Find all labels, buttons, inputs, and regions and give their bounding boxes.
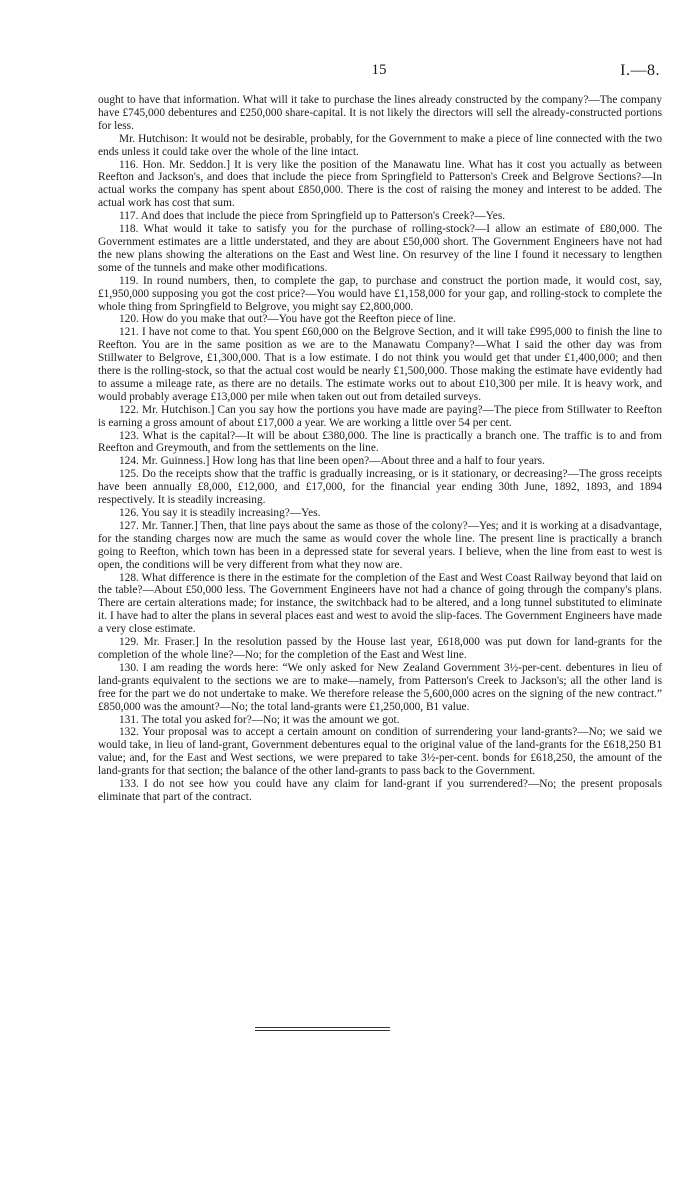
page-header — [98, 62, 660, 82]
paragraph: 120. How do you make that out?—You have got the Reefton piece of line. — [119, 313, 456, 326]
paragraph: 127. Mr. Tanner.] Then, that line pays about the same as those of the colony?—Yes; and it is working at a disadvantage, for the standing charges now are much the same as would cover the whole line. The present line is practically a branch going to Reefton, which town has been in a depressed state for several years. I believe, when the line from east to west is open, the conditions will be very different from what they now are. — [98, 519, 662, 571]
paragraph: 129. Mr. Fraser.] In the resolution passed by the House last year, £618,000 was put down for land-grants for the completion of the whole line?—No; for the completion of the East and West line. — [98, 636, 662, 661]
paragraph: 123. What is the capital?—It will be about £380,000. The line is practically a branch one. The traffic is to and from Reefton and Greymouth, and from the settlements on the line. — [98, 429, 662, 455]
page-number: 15 — [371, 62, 387, 78]
paper-reference: I.—8. — [620, 62, 660, 79]
paragraph: 117. And does that include the piece from Springfield up to Patterson's Creek?—Yes. — [119, 210, 506, 223]
paragraph: 125. Do the receipts show that the traffic is gradually increasing, or is it stationary, or decreasing?—The gross receipts have been annually £8,000, £12,000, and £17,000, for the financial year ending 30th June, 1892, 1893, and 1894 respectively. It is steadily increasing. — [98, 468, 662, 507]
paragraph: 124. Mr. Guinness.] How long has that line been open?—About three and a half to four years. — [119, 455, 545, 468]
paragraph: 126. You say it is steadily increasing?—Yes. — [119, 507, 321, 519]
paragraph: 130. I am reading the words here: “We only asked for New Zealand Government 3½-per-cent. debentures in lieu of land-grants equivalent to the sections we are to make—namely, from Patterson's Creek to Jackson's; all the other land is free for the part we do not undertake to make. We therefore release the 5,600,000 acres on the signing of the new contract.” £850,000 was the amount?—No; the total land-grants were £1,250,000, B1 value. — [98, 661, 662, 713]
paragraph: 131. The total you asked for?—No; it was the amount we got. — [119, 713, 400, 726]
document-body — [98, 94, 662, 804]
paragraph: 118. What would it take to satisfy you for the purchase of rolling-stock?—I allow an estimate of £80,000. The Government estimates are a little understated, and they are about £50,000 short. The Government Engineers have not had the new plans showing the alterations on the East and West line. On resurvey of the line I found it necessary to lengthen some of the tunnels and make other modifications. — [98, 223, 662, 274]
paragraph: ought to have that information. What will it take to purchase the lines already constructed by the company?—The company have £745,000 debentures and £250,000 share-capital. It is not likely the directors will sell the already-constructed portions for less. — [98, 94, 662, 132]
paragraph: 122. Mr. Hutchison.] Can you say how the portions you have made are paying?—The piece from Stillwater to Reefton is earning a gross amount of about £17,000 a year. We are working a little over 54 per cent. — [98, 403, 662, 429]
closing-rule — [255, 1027, 390, 1031]
paragraph: 121. I have not come to that. You spent £60,000 on the Belgrove Section, and it will take £995,000 to finish the line to Reefton. You are in the same position as we are to the Manawatu Company?—What I said the other day was from Stillwater to Belgrove, £1,300,000. That is a low estimate. I do not think you would get that under £1,400,000; and then there is the rolling-stock, so that the actual cost would be nearly £1,500,000. Those making the estimate have evidently had to assume a mileage rate, as there are no details. The estimate works out to about £10,300 per mile. It is heavy work, and would probably average £13,000 per mile when taken out out from detailed surveys. — [98, 326, 662, 403]
paragraph: 116. Hon. Mr. Seddon.] It is very like the position of the Manawatu line. What has it cost you actually as between Reefton and Jackson's, and does that include the piece from Springfield to Patterson's Creek and Belgrove Sections?—In actual works the company has spent about £850,000. There is the cost of raising the money and interest to be added. The actual work has cost that sum. — [98, 158, 662, 210]
paragraph: 133. I do not see how you could have any claim for land-grant if you surrendered?—No; the present proposals eliminate that part of the contract. — [98, 778, 662, 803]
paragraph: Mr. Hutchison: It would not be desirable, probably, for the Government to make a piece of line connected with the two ends unless it could take over the whole of the line intact. — [98, 132, 662, 158]
paragraph: 128. What difference is there in the estimate for the completion of the East and West Coast Railway beyond that laid on the table?—About £50,000 less. The Government Engineers have not had a chance of going through the company's plans. There are certain alterations made; for instance, the switchback had to be altered, and a long tunnel substituted to eliminate it. I have had to alter the plans in several places east and west to avoid the slip-faces. The Government Engineers have made a very close estimate. — [98, 571, 662, 636]
paragraph: 132. Your proposal was to accept a certain amount on condition of surrendering your land-grants?—No; we said we would take, in lieu of land-grant, Government debentures equal to the original value of the land-grants for the £618,250 B1 value; and, for the East and West sections, we were prepared to take 3½-per-cent. bonds for £618,250, the amount of the land-grants for that section; the balance of the other land-grants to pass back to the Government. — [98, 726, 662, 778]
paragraph: 119. In round numbers, then, to complete the gap, to purchase and construct the portion made, it would cost, say, £1,950,000 supposing you got the cost price?—You would have £1,158,000 for your gap, and rolling-stock to complete the whole thing from Springfield to Belgrove, you might say £2,800,000. — [98, 274, 662, 313]
